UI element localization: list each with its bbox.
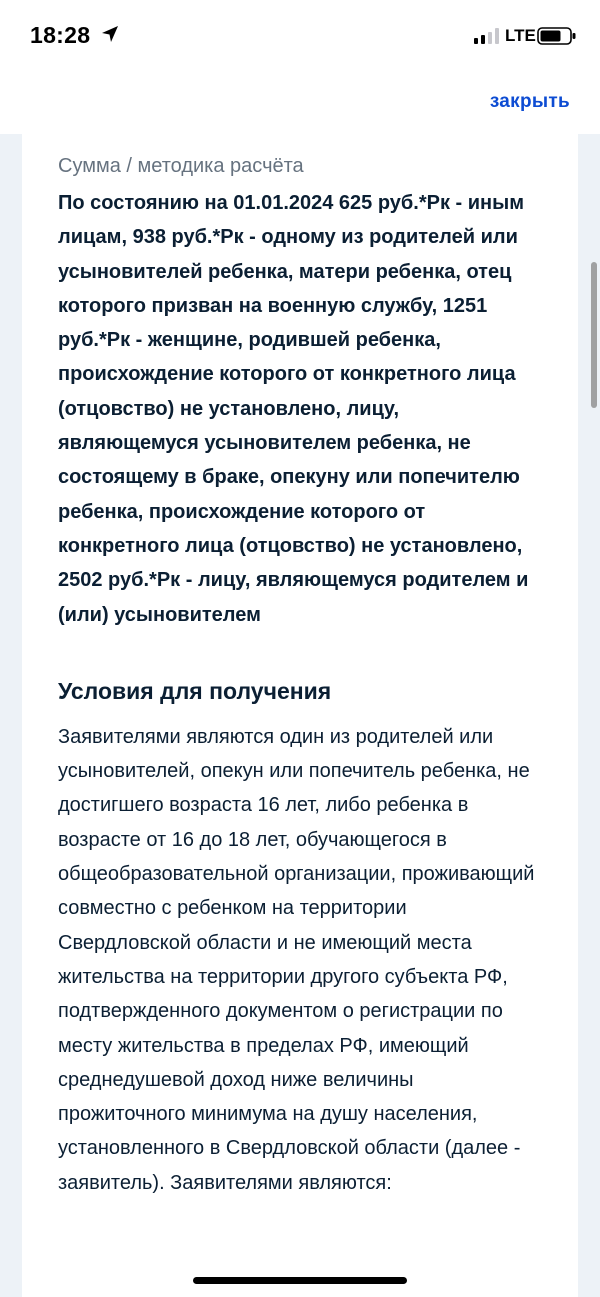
top-nav-bar — [0, 72, 600, 134]
status-time: 18:28 — [30, 22, 91, 48]
home-indicator[interactable] — [193, 1277, 407, 1284]
benefit-details-card — [22, 134, 578, 1297]
network-type: LTE — [505, 26, 536, 45]
battery-icon — [537, 26, 577, 46]
status-bar — [0, 0, 600, 72]
conditions-title: Условия для получения — [58, 677, 332, 704]
amount-text: По состоянию на 01.01.2024 625 руб.*Рк - иным лицам, 938 руб.*Рк - одному из родителей или усыновителей ребенка, матери ребенка, отец которого призван на военную службу, 1251 руб.*Рк - женщине, родившей ребенка, происхождение которого от конкретного лица (отцовство) не установлено, лицу, являющемуся усыновителем ребенка, не состоящему в браке, опекуну или попечителю ребенка, происхождение которого от конкретного лица (отцовство) не установлено, 2502 руб.*Рк - лицу, являющемуся родителем и (или) усыновителем — [58, 192, 529, 626]
amount-label: Сумма / методика расчёта — [58, 155, 304, 177]
conditions-text: Заявителями являются один из родителей или усыновителей, опекун или попечитель ребенка, не достигшего возраста 16 лет, либо ребенка в возрасте от 16 до 18 лет, обучающегося в общеобразовательной организации, проживающий совместно с ребенком на территории Свердловской области и не имеющий места жительства на территории другого субъекта РФ, подтвержденного документом о регистрации по месту жительства в пределах РФ, имеющий среднедушевой доход ниже величины прожиточного минимума на душу населения, установленного в Свердловской области (далее - заявитель). Заявителями являются: — [58, 725, 535, 1194]
close-button[interactable]: закрыть — [489, 91, 570, 112]
scrollbar[interactable] — [591, 262, 597, 408]
location-arrow-icon — [100, 24, 120, 44]
cellular-signal-icon — [474, 28, 500, 44]
